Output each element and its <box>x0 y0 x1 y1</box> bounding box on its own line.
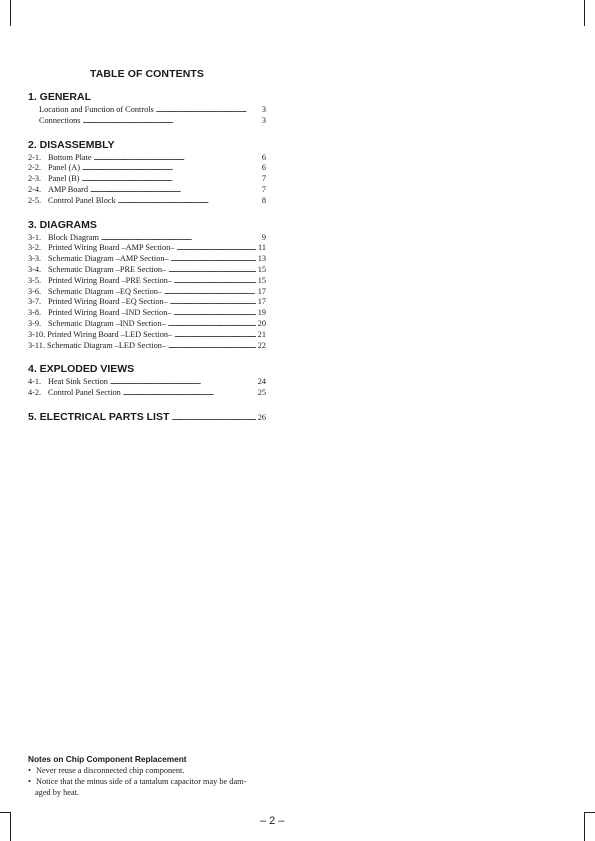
toc-entry[interactable] <box>28 163 266 174</box>
dot-leader <box>123 388 256 399</box>
dot-leader <box>156 105 260 116</box>
entry-number: 3-9. <box>28 318 42 328</box>
entry-title: Schematic Diagram –EQ Section– <box>48 286 163 296</box>
entry-page: 3 <box>261 105 266 114</box>
entry-page: 21 <box>257 329 266 339</box>
entry-number: 3-6. <box>28 286 42 296</box>
dot-leader <box>94 153 260 164</box>
bullet-mark: • <box>28 777 31 786</box>
entry-title: Printed Wiring Board –IND Section– <box>48 308 172 318</box>
section-heading: 3. DIAGRAMS <box>28 218 97 231</box>
toc-entry[interactable] <box>28 276 266 287</box>
entry-number: 3-8. <box>28 308 42 318</box>
toc-entry[interactable] <box>28 233 266 244</box>
entry-number: 3-10. <box>28 329 46 339</box>
toc-entry[interactable] <box>28 308 266 319</box>
note-text: Notice that the minus side of a tantalum capacitor may be dam- <box>36 777 247 786</box>
entry-number: 4-1. <box>28 377 42 387</box>
entry-title: Location and Function of Controls <box>39 105 154 114</box>
entry-page: 20 <box>257 318 266 328</box>
entry-page: 13 <box>257 254 266 264</box>
toc-section-diagrams <box>28 219 266 352</box>
section-heading: 4. EXPLODED VIEWS <box>28 363 135 376</box>
entry-page: 6 <box>261 152 266 162</box>
bullet-mark: • <box>28 766 31 775</box>
dot-leader <box>171 413 255 424</box>
note-item <box>28 776 268 798</box>
entry-title: Block Diagram <box>48 232 99 242</box>
entry-title: Control Panel Block <box>48 195 116 205</box>
dot-leader <box>82 163 260 174</box>
dot-leader <box>171 254 256 265</box>
toc-entry[interactable] <box>28 297 266 308</box>
entry-title: Printed Wiring Board –PRE Section– <box>48 275 172 285</box>
dot-leader <box>168 341 256 352</box>
entry-title: Schematic Diagram –LED Section– <box>46 340 167 350</box>
dot-leader <box>82 174 260 185</box>
crop-mark-bottom-left-h <box>0 812 10 813</box>
toc-entry[interactable] <box>28 153 266 164</box>
dot-leader <box>101 233 260 244</box>
entry-page: 26 <box>257 412 266 422</box>
dot-leader <box>118 196 260 207</box>
entry-title: Printed Wiring Board –LED Section– <box>47 329 173 339</box>
dot-leader <box>168 265 255 276</box>
entry-page: 9 <box>261 232 266 242</box>
toc-entry[interactable] <box>28 105 266 116</box>
entry-number: 3-4. <box>28 264 42 274</box>
dot-leader <box>174 276 256 287</box>
toc-entry[interactable] <box>28 341 266 352</box>
crop-mark-top-left <box>10 0 11 26</box>
entry-title: AMP Board <box>48 184 89 194</box>
note-continuation: aged by heat. <box>35 788 80 797</box>
dot-leader <box>170 297 256 308</box>
toc-entry[interactable] <box>28 388 266 399</box>
entry-title: Schematic Diagram –PRE Section– <box>48 264 167 274</box>
section-heading: 2. DISASSEMBLY <box>28 138 115 151</box>
toc-section-electrical-parts-list[interactable] <box>28 411 266 424</box>
entry-page: 7 <box>261 174 266 184</box>
entry-page: 17 <box>257 286 266 296</box>
entry-page: 15 <box>257 264 266 274</box>
toc-entry[interactable] <box>28 185 266 196</box>
entry-title: Printed Wiring Board –AMP Section– <box>48 243 175 253</box>
entry-page: 24 <box>257 377 266 387</box>
entry-title: Printed Wiring Board –EQ Section– <box>48 297 168 307</box>
dot-leader <box>174 308 256 319</box>
crop-mark-bottom-left <box>10 812 11 841</box>
dot-leader <box>164 287 256 298</box>
entry-page: 19 <box>257 308 266 318</box>
toc-section-exploded-views <box>28 363 266 399</box>
entry-page: 22 <box>257 340 266 350</box>
toc-entry[interactable] <box>28 377 266 388</box>
toc-entry[interactable] <box>28 174 266 185</box>
entry-page: 6 <box>261 163 266 173</box>
section-heading: 1. GENERAL <box>28 91 92 103</box>
page-number: – 2 – <box>260 815 285 827</box>
entry-number: 2-4. <box>28 184 42 194</box>
entry-page: 17 <box>257 297 266 307</box>
dot-leader <box>90 185 260 196</box>
section-heading: 5. ELECTRICAL PARTS LIST <box>28 410 170 423</box>
chip-replacement-notes <box>28 754 268 798</box>
dot-leader <box>168 319 256 330</box>
entry-title: Control Panel Section <box>48 388 121 398</box>
entry-title: Heat Sink Section <box>48 377 108 387</box>
dot-leader <box>176 243 256 254</box>
entry-number: 2-3. <box>28 174 42 184</box>
entry-number: 4-2. <box>28 388 42 398</box>
crop-mark-bottom-right <box>584 812 585 841</box>
entry-page: 8 <box>261 195 266 205</box>
toc-entry[interactable] <box>28 287 266 298</box>
toc-entry[interactable] <box>28 254 266 265</box>
entry-number: 3-11. <box>28 340 45 350</box>
entry-page: 7 <box>261 184 266 194</box>
dot-leader <box>82 116 259 127</box>
dot-leader <box>110 377 256 388</box>
entry-page: 3 <box>261 115 266 125</box>
entry-number: 3-1. <box>28 232 42 242</box>
entry-title: Panel (A) <box>48 163 81 173</box>
entry-title: Connections <box>39 115 81 125</box>
toc-title: TABLE OF CONTENTS <box>89 68 205 80</box>
entry-page: 25 <box>257 388 266 398</box>
entry-number: 3-7. <box>28 297 42 307</box>
table-of-contents <box>28 91 266 424</box>
toc-section-general <box>28 91 266 127</box>
entry-number: 3-2. <box>28 243 42 253</box>
note-text: Never reuse a disconnected chip component. <box>36 766 185 775</box>
entry-page: 11 <box>258 243 266 253</box>
crop-mark-top-right <box>584 0 585 26</box>
toc-entry[interactable] <box>28 330 266 341</box>
entry-number: 3-3. <box>28 254 42 264</box>
entry-number: 2-1. <box>28 152 42 162</box>
entry-title: Schematic Diagram –AMP Section– <box>48 254 169 264</box>
toc-section-disassembly <box>28 139 266 207</box>
toc-entry[interactable] <box>28 243 266 254</box>
toc-entry[interactable] <box>28 196 266 207</box>
entry-page: 15 <box>257 275 266 285</box>
dot-leader <box>174 330 256 341</box>
notes-title: Notes on Chip Component Replacement <box>28 754 187 764</box>
entry-title: Schematic Diagram –IND Section– <box>48 318 166 328</box>
entry-title: Bottom Plate <box>48 152 92 162</box>
entry-number: 2-2. <box>28 163 42 173</box>
entry-number: 2-5. <box>28 195 42 205</box>
toc-entry[interactable] <box>28 116 266 127</box>
toc-entry[interactable] <box>28 319 266 330</box>
entry-number: 3-5. <box>28 275 42 285</box>
crop-mark-bottom-right-h <box>585 812 595 813</box>
toc-entry[interactable] <box>28 265 266 276</box>
entry-title: Panel (B) <box>48 174 80 184</box>
note-item <box>28 765 268 776</box>
